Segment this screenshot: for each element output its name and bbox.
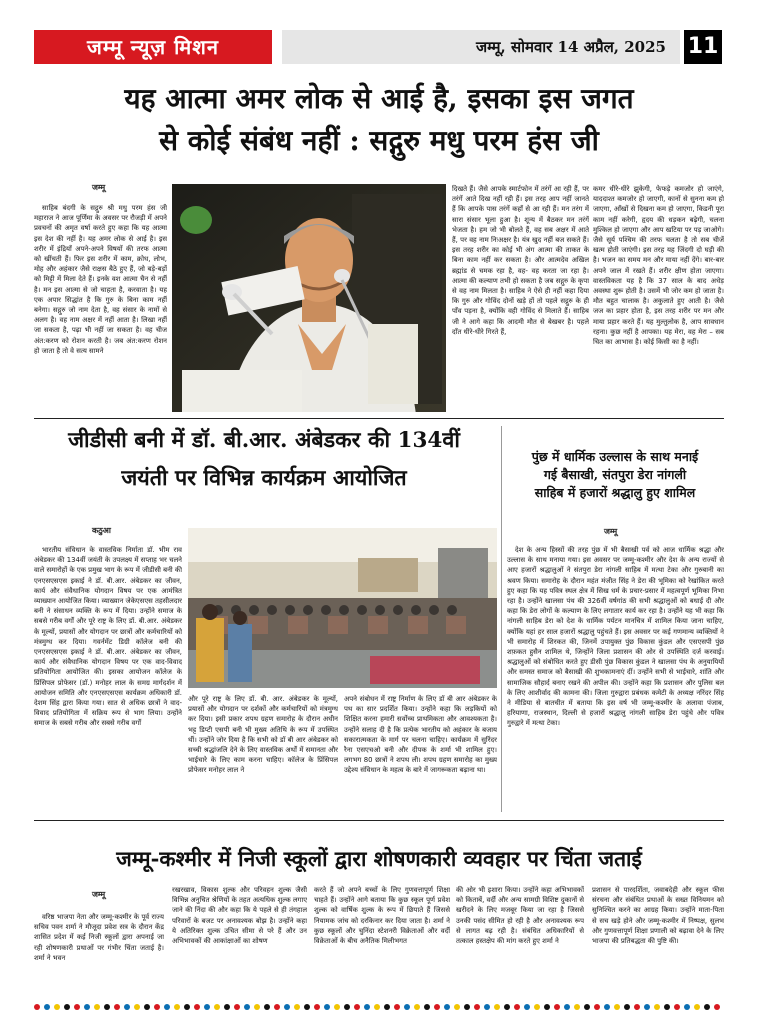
- footer-dot: [244, 1004, 250, 1010]
- footer-dot: [84, 1004, 90, 1010]
- masthead: जम्मू न्यूज़ मिशन: [34, 30, 272, 64]
- footer-dot: [54, 1004, 60, 1010]
- footer-dot: [434, 1004, 440, 1010]
- footer-dot: [224, 1004, 230, 1010]
- footer-dot: [644, 1004, 650, 1010]
- footer-dot: [694, 1004, 700, 1010]
- footer-dot: [674, 1004, 680, 1010]
- footer-dot: [394, 1004, 400, 1010]
- story2-headline-line2: जयंती पर विभिन्न कार्यक्रम आयोजित: [121, 466, 407, 491]
- page-number: 11: [684, 30, 722, 64]
- story4-column-2: रखरखाव, विकास शुल्क और परिवहन शुल्क जैसी विभिन्न अनुचित श्रेणियों के तहत अत्यधिक शुल्क लगाए जाने की निंदा की और कहा कि ये पहले से ही तंगहाल परिवारों के बजट पर अनावश्यक बोझ है। उन्होंने कहा ये अतिरिक्त शुल्क उचित सीमा से परे हैं और उन अभिभावकों की आकांक्षाओं का शोषण: [172, 886, 307, 946]
- footer-dot: [414, 1004, 420, 1010]
- column-divider: [501, 426, 502, 812]
- footer-dot: [114, 1004, 120, 1010]
- divider: [34, 820, 724, 821]
- story2-column-3: अपने संबोधन में राष्ट्र निर्माण के लिए डॉ बी आर अंबेडकर के पथ का सार प्रदर्शित किया। उन्होंने कहा कि लड़कियों को शिक्षित करना हमारी सर्वोच्च प्राथमिकता और आवश्यकता है। उन्होंने सलाह दी है कि प्रत्येक भारतीय को अहंकार के बजाय सकारात्मकता के मार्ग पर चलना चाहिए। कार्यक्रम में सुरिंदर रैना एसएचओ बनी और दीपक के शर्मा भी शामिल हुए। लगभग 80 छात्रों ने शपथ ली। शपथ ग्रहण समारोह का मुख्य उद्देश्य संविधान के महत्व के बारे में जागरूकता बढ़ाना था।: [344, 695, 497, 775]
- footer-dot: [704, 1004, 710, 1010]
- footer-dot: [404, 1004, 410, 1010]
- footer-dot: [664, 1004, 670, 1010]
- story2-dateline: कठुआ: [92, 526, 111, 535]
- footer-dot: [654, 1004, 660, 1010]
- footer-dot: [134, 1004, 140, 1010]
- story1-headline-line2: से कोई संबंध नहीं : सद्गुरु मधु परम हंस जी: [159, 124, 599, 157]
- story1-column-1: साहिब बंदगी के सद्गुरु श्री मधु परम हंस जी महाराज ने आज पूर्णिमा के अवसर पर रौजड़ी में अपने प्रवचनों की अमृत वर्षा करते हुए कहा कि यह आत्मा इस देश की नहीं है। यह अमर लोक से आई है। इस शरीर में इंद्रियाँ अपने-अपने विषयों की तरफ आत्मा को खींचती हैं। फिर इस शरीर में काम, क्रोध, लोभ, मोह और अहंकार जैसे राक्षस बैठे हुए हैं, जो बड़े-बड़ों को मिट्टी में मिला देते हैं। इनके वश आत्मा चैन से नहीं है। मन इस आत्मा से जो चाहता है, करवाता है। यह एक अपार सिद्धांत है कि गुरु के बिना काम नहीं बनेगा। सद्गुरु जो नाम देता है, वह संसार के नामों से अलग है। वह नाम अक्षर में नहीं आता है। लिखा नहीं जा सकता है, पढ़ा भी नहीं जा सकता है। वह चीज अंत:करण को रोशन करती है। जब अंत:करण रोशन हो जाता है तो वे सत्य सामने: [34, 204, 167, 355]
- footer-dot: [294, 1004, 300, 1010]
- footer-dot: [174, 1004, 180, 1010]
- footer-dot: [194, 1004, 200, 1010]
- footer-dot: [374, 1004, 380, 1010]
- footer-dot: [604, 1004, 610, 1010]
- story1-photo-guru: [172, 184, 446, 412]
- footer-dot: [94, 1004, 100, 1010]
- story1-dateline: जम्मू: [92, 183, 106, 192]
- story3-dateline: जम्मू: [604, 527, 618, 536]
- footer-dot: [474, 1004, 480, 1010]
- footer-dot: [184, 1004, 190, 1010]
- footer-dot: [574, 1004, 580, 1010]
- page-dateline: जम्मू, सोमवार 14 अप्रैल, 2025: [282, 30, 680, 64]
- story4-column-4: की ओर भी इशारा किया। उन्होंने कहा अभिभावकों को किताबें, वर्दी और अन्य सामग्री विशिष्ट दुकानों से खरीदने के लिए मजबूर किया जा रहा है जिससे उनकी पसंद सीमित हो रही है और अनावश्यक रूप से लागत बढ़ रही है। संबंधित अधिकारियों से तत्काल हस्तक्षेप की मांग करते हुए शर्मा ने: [456, 886, 584, 946]
- story4-column-1: वरिष्ठ भाजपा नेता और जम्मू-कश्मीर के पूर्व राज्य सचिव पवन शर्मा ने मौजूदा प्रवेश सत्र के दौरान केंद्र शासित प्रदेश में कई निजी स्कूलों द्वारा अपनाई जा रही शोषणकारी प्रथाओं पर गंभीर चिंता जताई है। शर्मा ने भवन: [34, 913, 164, 962]
- footer-dot: [384, 1004, 390, 1010]
- footer-dot: [504, 1004, 510, 1010]
- footer-dot: [454, 1004, 460, 1010]
- footer-dot: [44, 1004, 50, 1010]
- footer-dot: [254, 1004, 260, 1010]
- footer-dot: [634, 1004, 640, 1010]
- story2-photo-auditorium: [188, 528, 497, 688]
- footer-dot: [144, 1004, 150, 1010]
- footer-dot: [554, 1004, 560, 1010]
- footer-dot: [464, 1004, 470, 1010]
- story4-column-3: करते हैं जो अपने बच्चों के लिए गुणवत्तापूर्ण शिक्षा चाहते हैं। उन्होंने आगे बताया कि कुछ स्कूल पूर्ण प्रवेश शुल्क को वार्षिक शुल्क के रूप में छिपाते हैं जिससे नियामक जांच को दरकिनार कर दिया जाता है। शर्मा ने कुछ स्कूलों और चुनिंदा स्टेशनरी विक्रेताओं और वर्दी विक्रेताओं के बीच अनैतिक मिलीभगत: [314, 886, 450, 946]
- footer-dot: [74, 1004, 80, 1010]
- footer-dot: [284, 1004, 290, 1010]
- footer-dot: [564, 1004, 570, 1010]
- footer-dot: [534, 1004, 540, 1010]
- divider: [34, 418, 724, 419]
- footer-dot: [524, 1004, 530, 1010]
- footer-dot: [204, 1004, 210, 1010]
- footer-dot: [164, 1004, 170, 1010]
- footer-dot: [334, 1004, 340, 1010]
- story1-headline-line1: यह आत्मा अमर लोक से आई है, इसका इस जगत: [124, 82, 634, 115]
- story4-column-5: प्रशासन से पारदर्शिता, जवाबदेही और स्कूल फीस संरचना और संबंधित प्रथाओं के सख्त विनियमन को सुनिश्चित करने का आग्रह किया। उन्होंने माता-पिता से सच खड़े होने और जम्मू-कश्मीर में निष्पक्ष, सुलभ और गुणवत्तापूर्ण शिक्षा प्रणाली को बढ़ावा देने के लिए भाजपा की प्रतिबद्धता की पुष्टि की।: [592, 886, 724, 946]
- footer-dot: [34, 1004, 40, 1010]
- footer-dot: [624, 1004, 630, 1010]
- footer-dot: [344, 1004, 350, 1010]
- footer-dot: [514, 1004, 520, 1010]
- footer-dot: [714, 1004, 720, 1010]
- footer-dot: [584, 1004, 590, 1010]
- footer-dot: [234, 1004, 240, 1010]
- story3-headline-line3: साहिब में हजारों श्रद्धालु हुए शामिल: [534, 485, 696, 500]
- story1-column-3: कमर धीरे-धीरे झुकेगी, फेफड़े कमजोर हो जाएंगे, याददाश्त कमजोर हो जाएगी, कानों से सुनना कम हो जाएगा, आँखों से दिखना कम हो जाएगा, किडनी पूरा काम नहीं करेगी, हृदय की धड़कन बढ़ेगी, चलना मुश्किल हो जाएगा और आप खटिया पर पड़ जाओगे। जैसे सूर्य पश्चिम की तरफ चलता है तो सब चीजें खत्म होती जाएंगी। इस तरह यह जिंदगी दो घड़ी की है। भजन का समय मन और माया नहीं देंगे। बार-बार अपने जाल में रखते हैं। शरीर क्षीण होता जाएगा। वास्तविकता यह है कि 37 साल के बाद अधेड़ अवस्था शुरू होती है। उसमें भी जोर कम हो जाता है। मौत बहुत चालाक है। अकुलाते हुए आती है। जैसे जज का प्रहार होता है, इस तरह शरीर पर मन और माया प्रहार करते हैं। यह मुल्तुलोक है, आप सावधान रहना। कुछ नहीं है आपका। यह मेरा, वह मेरा – सब चित का आभास है। कोई किसी का है नहीं।: [593, 185, 724, 347]
- footer-dot: [104, 1004, 110, 1010]
- story4-dateline: जम्मू: [92, 890, 106, 899]
- footer-dot: [124, 1004, 130, 1010]
- story3-headline-line1: पुंछ में धार्मिक उल्लास के साथ मनाई: [531, 449, 699, 464]
- story2-column-2: और पूरे राष्ट्र के लिए डॉ. बी. आर. अंबेडकर के मूल्यों, प्रयासों और योगदान पर दर्शकों और कर्मचारियों को मंत्रमुग्ध कर दिया। इसी प्रकार शपथ ग्रहण समारोह के दौरान अधीन भट्ट डिप्टी एसपी बनी भी मुख्य अतिथि के रूप में उपस्थित थीं। उन्होंने जोर दिया है कि सभी को डॉ बी आर अंबेडकर को सच्ची श्रद्धांजलि देने के लिए वास्तविक अर्थों में समानता और भाईचारे के लिए काम करना चाहिए। कॉलेज के प्रिंसिपल प्रोफेसर मनोहर लाल ने: [188, 695, 338, 775]
- footer-dot: [494, 1004, 500, 1010]
- footer-dot: [684, 1004, 690, 1010]
- story3-body: देश के अन्य हिस्सों की तरह पुंछ में भी बैसाखी पर्व को आज धार्मिक श्रद्धा और उल्लास के साथ मनाया गया। इस अवसर पर जम्मू-कश्मीर और देश के अन्य राज्यों से आए हजारों श्रद्धालुओं ने संतपुरा डेरा नांगली साहिब में मत्था टेका और गुरुबानी का श्रवण किया। समारोह के दौरान महंत मंजीत सिंह ने डेरा की भूमिका को रेखांकित करते हुए कहा कि यह पवित्र स्थल क्षेत्र में सिख धर्म के प्रचार-प्रसार में महत्वपूर्ण भूमिका निभा रहा है। उन्होंने खालसा पंथ की 326वीं वर्षगांठ की सभी श्रद्धालुओं को बधाई दी और कहा कि डेरा लोगों के कल्याण के लिए लगातार कार्य कर रहा है। उन्होंने यह भी कहा कि नांगली साहिब डेरा को देश के धार्मिक पर्यटन मानचित्र में शामिल किया जाना चाहिए, क्योंकि यहां हर साल हजारों श्रद्धालु पहुंचते हैं। इस अवसर पर कई गणमान्य व्यक्तियों ने भी समारोह में शिरकत की, जिनमें उपायुक्त पुंछ विकास कुंडल और एसएसपी पुंछ शफ़कत हुसैन शामिल थे, जिन्होंने जिला प्रशासन की ओर से उपस्थिति दर्ज करवाई। श्रद्धालुओं को संबोधित करते हुए डीसी पुंछ विकास कुंडल ने खालसा पंथ के अनुयायियों और समस्त समाज को बैसाखी की शुभकामनाएं दीं। उन्होंने सभी से भाईचारे, शांति और सामाजिक सौहार्द बनाए रखने की अपील की। उन्होंने कहा कि प्रशासन और पुलिस बल के लिए आशीर्वाद की कामना की। जिला गुरुद्वारा प्रबंधक कमेटी के अध्यक्ष नरिंदर सिंह ने मीडिया से बातचीत में बताया कि इस वर्ष भी जम्मू-कश्मीर के अलावा पंजाब, हरियाणा, राजस्थान, दिल्ली से हजारों श्रद्धालु नांगली साहिब डेरा पहुंचे और पवित्र गुरुद्वारे में मत्था टेका।: [507, 546, 724, 728]
- story3-headline-line2: गई बैसाखी, संतपुरा डेरा नांगली: [543, 467, 687, 482]
- story2-headline-line1: जीडीसी बनी में डॉ. बी.आर. अंबेडकर की 134वीं: [68, 428, 460, 453]
- footer-dot: [314, 1004, 320, 1010]
- footer-dot: [444, 1004, 450, 1010]
- footer-dot: [64, 1004, 70, 1010]
- footer-dot: [544, 1004, 550, 1010]
- footer-dot: [594, 1004, 600, 1010]
- footer-dot: [304, 1004, 310, 1010]
- story1-column-2: दिखते हैं। जैसे आपके स्मार्टफोन में तरंगें आ रही हैं, पर तरंगें आते दिख नहीं रही हैं। इस तरह आप नहीं जानते हैं कि आपके पास तरंगें कहाँ से आ रही हैं। मन तरंग में सारा संसार भूला हुआ है। शून्य में बैठकर मन तरंगें भेजता है। हम जो भी बोलते हैं, वह सब अक्षर में आते हैं, पर वह नाम निःअक्षर है। यंत्र खुद नहीं बज सकते हैं। इस तरह शरीर का कोई भी अंग आत्मा की ताकत के बिना काम नहीं कर सकता है। और आत्मदेव अखिल ब्रह्मांड से चमक रहा है, वह- वह करता जा रहा है। आत्मा की कल्याण तभी हो सकता है जब सद्गुरु के कृपा से वह नाम मिलता है। साहिब ने ऐसे ही नहीं कहा दिया कि गुरु और गोविंद दोनों खड़े हों तो पहले सद्गुरु के ही पाँव पड़ना है, क्योंकि वही गोविंद से मिलाते हैं। साहिब जी ने आगे कहा कि आदमी मौत से बेखबर है। पहले दाँत धीरे-धीरे गिरते हैं,: [452, 185, 589, 336]
- footer-dot: [354, 1004, 360, 1010]
- footer-dot: [274, 1004, 280, 1010]
- story2-column-1: भारतीय संविधान के वास्तविक निर्माता डॉ. भीम राव अंबेडकर की 134वीं जयंती के उपलक्ष्य में सप्ताह भर चलने वाले समारोहों के एक प्रमुख भाग के रूप में जीडीसी बनी की एनएसएसएस इकाई ने डॉ. बी.आर. अंबेडकर का जीवन, कार्य और संवैधानिक योगदान विषय पर एक आमंत्रित व्याख्यान आयोजित किया। व्याख्यान जेकेएसएस तहसीलदार बनी ने संसाधन व्यक्ति के रूप में दिया। उन्होंने समाज के सबसे गरीब वर्गों और पूरे राष्ट्र के लिए डॉ. बी.आर. अंबेडकर के मूल्यों, प्रयासों और योगदान पर छात्रों और कर्मचारियों को मंत्रमुग्ध कर दिया। गवर्नमेंट डिग्री कॉलेज बनी की एनएसएसएस इकाई ने डॉ. बी.आर. अंबेडकर का जीवन, कार्य और संवैधानिक योगदान विषय पर एक वाद-विवाद प्रतियोगिता आयोजित की। इसका आयोजन कॉलेज के प्रिंसिपल प्रोफेसर (डॉ.) मनोहर लाल के समग्र मार्गदर्शन में आयोजन समिति और एनएसएसएस कार्यक्रम अधिकारी डॉ. देशम सिंह द्वारा किया गया। सात से अधिक छात्रों ने वाद-विवाद प्रतियोगिता में सक्रिय रूप से भाग लिया। उन्होंने समाज के सबसे गरीब और सबसे गरीब वर्गों: [34, 546, 182, 728]
- footer-dot: [324, 1004, 330, 1010]
- story4-headline: जम्मू-कश्मीर में निजी स्कूलों द्वारा शोषणकारी व्यवहार पर चिंता जताई: [116, 846, 642, 871]
- footer-dot: [214, 1004, 220, 1010]
- footer-dot: [264, 1004, 270, 1010]
- footer-dot: [154, 1004, 160, 1010]
- footer-dot-strip: [34, 1004, 724, 1010]
- footer-dot: [614, 1004, 620, 1010]
- footer-dot: [484, 1004, 490, 1010]
- footer-dot: [364, 1004, 370, 1010]
- footer-dot: [424, 1004, 430, 1010]
